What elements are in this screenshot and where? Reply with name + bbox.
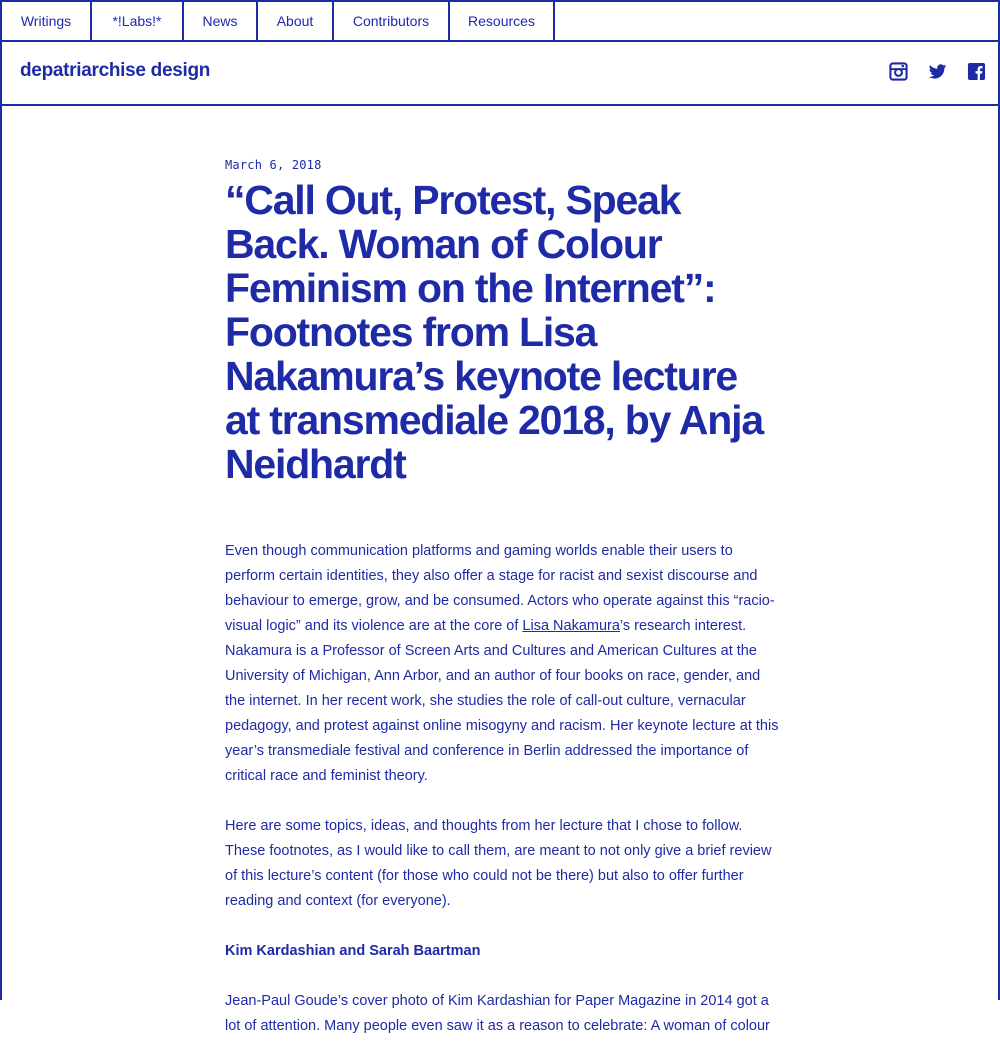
paragraph-intro-text-b: ’s research interest. Nakamura is a Professor of Screen Arts and Cultures and American Cultures at the University of Michigan, Ann Arbor, and an author of four books on race, gender, and the internet. In her recent work, she studies the role of call-out culture, vernacular pedagogy, and protest against online misogyny and racism. Her keynote lecture at this year’s transmediale festival and conference in Berlin addressed the importance of critical race and feminist theory. [225,618,779,784]
lisa-nakamura-link[interactable]: Lisa Nakamura [522,618,620,634]
article [225,158,781,1064]
section-heading: Kim Kardashian and Sarah Baartman [225,943,481,959]
paragraph-kardashian: Jean-Paul Goude’s cover photo of Kim Kardashian for Paper Magazine in 2014 got a lot of attention. Many people even saw it as a reason to celebrate: A woman of colour [225,993,770,1034]
top-navigation [2,2,998,42]
twitter-icon[interactable] [928,62,947,81]
post-title: “Call Out, Protest, Speak Back. Woman of Colour Feminism on the Internet”: Footnotes from Lisa Nakamura’s keynote lecture at transmediale 2018, by Anja Neidhardt [225,177,763,487]
instagram-icon[interactable] [889,62,908,81]
paragraph-footnotes: Here are some topics, ideas, and thoughts from her lecture that I chose to follow. These footnotes, as I would like to call them, are meant to not only give a brief review of this lecture’s content (for those who could not be there) but also to offer further reading and context (for everyone). [225,818,772,909]
paragraph-intro-text-a: Even though communication platforms and gaming worlds enable their users to perform certain identities, they also offer a stage for racist and sexist discourse and behaviour to emerge, grow, and be consumed. Actors who operate against this “racio-visual logic” and its violence are at the core of [225,543,775,634]
nav-news[interactable]: News [184,2,258,40]
site-title-link[interactable]: depatriarchise design [20,60,211,81]
facebook-icon[interactable] [967,62,986,81]
article-body [225,539,781,1039]
nav-resources[interactable]: Resources [450,2,555,40]
paragraph-intro [225,539,781,789]
nav-writings[interactable]: Writings [2,2,92,40]
nav-about[interactable]: About [258,2,334,40]
nav-labs[interactable]: *!Labs!* [92,2,184,40]
nav-contributors[interactable]: Contributors [334,2,450,40]
post-date: March 6, 2018 [225,158,322,172]
site-header [2,42,998,106]
social-links [889,62,986,81]
